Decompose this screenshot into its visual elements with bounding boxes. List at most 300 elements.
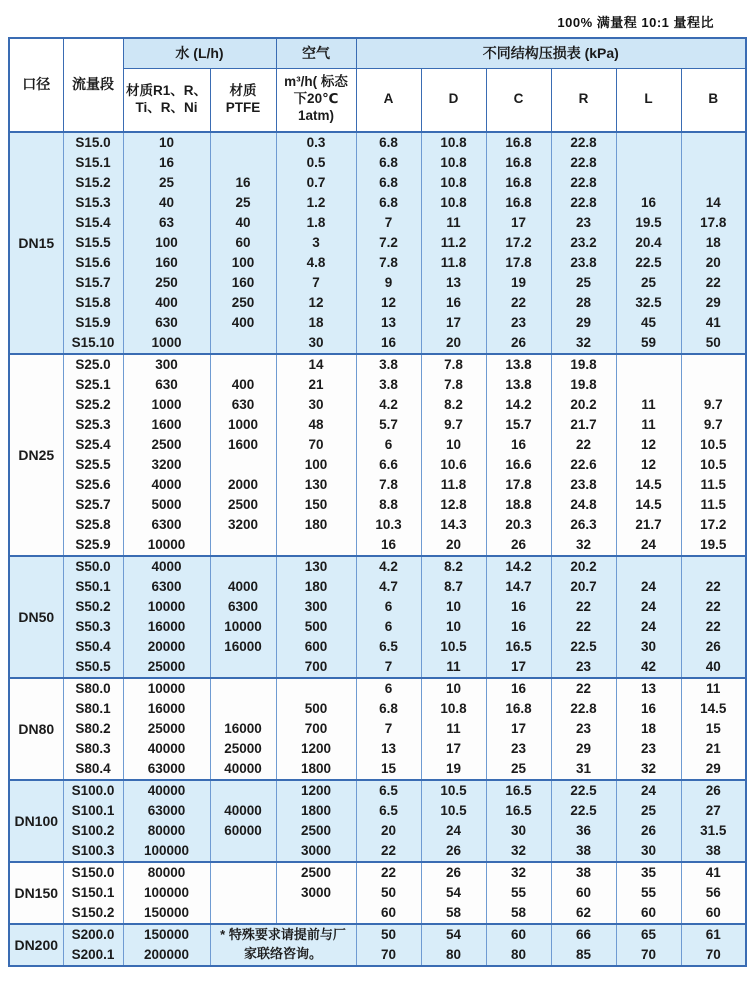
segment-cell: S15.1	[63, 153, 123, 173]
value-cell: 70	[681, 945, 746, 966]
header-pressure-b: B	[681, 68, 746, 132]
value-cell: 24	[616, 577, 681, 597]
value-cell: 10.5	[421, 780, 486, 801]
segment-cell: S15.4	[63, 213, 123, 233]
value-cell: 630	[123, 313, 210, 333]
segment-cell: S100.3	[63, 841, 123, 862]
header-air-unit: m³/h( 标态下20℃ 1atm)	[276, 68, 356, 132]
value-cell: 32.5	[616, 293, 681, 313]
value-cell: 12	[616, 435, 681, 455]
value-cell: 58	[421, 903, 486, 924]
value-cell: 1200	[276, 780, 356, 801]
value-cell: 11	[681, 678, 746, 699]
dn-cell: DN150	[9, 862, 63, 924]
value-cell: 24	[616, 535, 681, 556]
value-cell: 60	[486, 924, 551, 945]
header-flow-segment: 流量段	[63, 38, 123, 132]
segment-cell: S50.3	[63, 617, 123, 637]
value-cell: 22.5	[551, 780, 616, 801]
value-cell: 29	[681, 759, 746, 780]
value-cell: 180	[276, 515, 356, 535]
value-cell: 100	[210, 253, 276, 273]
value-cell: 80	[421, 945, 486, 966]
value-cell: 6.6	[356, 455, 421, 475]
value-cell: 9.7	[681, 415, 746, 435]
segment-cell: S80.3	[63, 739, 123, 759]
value-cell: 31.5	[681, 821, 746, 841]
value-cell: 30	[486, 821, 551, 841]
value-cell: 19.8	[551, 375, 616, 395]
table-row	[9, 637, 746, 657]
value-cell: 0.5	[276, 153, 356, 173]
value-cell: 30	[276, 395, 356, 415]
value-cell: 13	[421, 273, 486, 293]
value-cell	[210, 699, 276, 719]
value-cell: 40	[681, 657, 746, 678]
header-pressure-r: R	[551, 68, 616, 132]
value-cell: 38	[551, 841, 616, 862]
value-cell: 3	[276, 233, 356, 253]
segment-cell: S80.0	[63, 678, 123, 699]
value-cell: 11.8	[421, 475, 486, 495]
value-cell: 62	[551, 903, 616, 924]
value-cell: 1.8	[276, 213, 356, 233]
segment-cell: S150.1	[63, 883, 123, 903]
value-cell: 11.5	[681, 475, 746, 495]
value-cell: 18	[616, 719, 681, 739]
value-cell: 4000	[123, 475, 210, 495]
table-row	[9, 455, 746, 475]
value-cell: 16	[356, 333, 421, 354]
value-cell: 6.8	[356, 132, 421, 153]
value-cell: 16.8	[486, 153, 551, 173]
value-cell: 19.5	[616, 213, 681, 233]
value-cell: 0.7	[276, 173, 356, 193]
value-cell: 20.3	[486, 515, 551, 535]
value-cell: 21	[681, 739, 746, 759]
value-cell: 6.5	[356, 780, 421, 801]
value-cell: 10.8	[421, 173, 486, 193]
value-cell: 36	[551, 821, 616, 841]
value-cell: 19.8	[551, 354, 616, 375]
value-cell: 16	[421, 293, 486, 313]
value-cell: 9.7	[681, 395, 746, 415]
table-row	[9, 354, 746, 375]
value-cell: 45	[616, 313, 681, 333]
value-cell: 19	[421, 759, 486, 780]
value-cell	[210, 862, 276, 883]
value-cell: 22.5	[551, 637, 616, 657]
value-cell	[276, 535, 356, 556]
table-row	[9, 678, 746, 699]
value-cell: 25	[123, 173, 210, 193]
value-cell: 250	[123, 273, 210, 293]
value-cell: 26	[486, 333, 551, 354]
value-cell	[210, 455, 276, 475]
table-row	[9, 945, 746, 966]
value-cell: 12.8	[421, 495, 486, 515]
value-cell: 22.8	[551, 699, 616, 719]
value-cell: 30	[616, 841, 681, 862]
header-water-material-1: 材质R1、R、Ti、R、Ni	[123, 68, 210, 132]
value-cell: 22.6	[551, 455, 616, 475]
value-cell: 11	[421, 719, 486, 739]
value-cell	[681, 173, 746, 193]
value-cell: 23.8	[551, 253, 616, 273]
value-cell: 7	[356, 657, 421, 678]
value-cell: 11	[616, 415, 681, 435]
value-cell: 23	[551, 657, 616, 678]
value-cell: 10.5	[681, 455, 746, 475]
value-cell: 41	[681, 862, 746, 883]
value-cell: 22.8	[551, 153, 616, 173]
value-cell: 12	[276, 293, 356, 313]
value-cell: 17.8	[486, 253, 551, 273]
value-cell: 630	[123, 375, 210, 395]
value-cell: 5000	[123, 495, 210, 515]
value-cell: 6	[356, 597, 421, 617]
value-cell: 0.3	[276, 132, 356, 153]
value-cell: 1600	[123, 415, 210, 435]
segment-cell: S25.0	[63, 354, 123, 375]
value-cell	[210, 883, 276, 903]
value-cell: 23	[486, 739, 551, 759]
value-cell: 16000	[210, 637, 276, 657]
value-cell: 50	[356, 924, 421, 945]
dn-cell: DN50	[9, 556, 63, 678]
value-cell: 10.8	[421, 132, 486, 153]
segment-cell: S25.8	[63, 515, 123, 535]
value-cell: 16	[356, 535, 421, 556]
value-cell	[210, 535, 276, 556]
value-cell	[210, 841, 276, 862]
value-cell: 14.5	[681, 699, 746, 719]
value-cell	[616, 556, 681, 577]
value-cell: 20	[681, 253, 746, 273]
value-cell: 16	[210, 173, 276, 193]
value-cell: 22	[681, 273, 746, 293]
table-row	[9, 375, 746, 395]
table-row	[9, 333, 746, 354]
table-row	[9, 132, 746, 153]
value-cell: 80000	[123, 862, 210, 883]
table-row	[9, 699, 746, 719]
value-cell: 10.5	[421, 637, 486, 657]
value-cell: 21.7	[616, 515, 681, 535]
page-title: 100% 满量程 10:1 量程比	[557, 15, 714, 30]
value-cell: 26	[616, 821, 681, 841]
table-row	[9, 193, 746, 213]
value-cell: 38	[681, 841, 746, 862]
value-cell: 16000	[210, 719, 276, 739]
segment-cell: S50.0	[63, 556, 123, 577]
segment-cell: S200.0	[63, 924, 123, 945]
value-cell: 17.2	[681, 515, 746, 535]
value-cell: 14	[276, 354, 356, 375]
value-cell: 29	[551, 739, 616, 759]
value-cell: 4.2	[356, 556, 421, 577]
value-cell: 80	[486, 945, 551, 966]
value-cell: 19.5	[681, 535, 746, 556]
value-cell: 16	[616, 193, 681, 213]
value-cell	[210, 333, 276, 354]
value-cell: 16.8	[486, 699, 551, 719]
table-body	[9, 132, 746, 966]
header-water-group: 水 (L/h)	[123, 38, 276, 68]
value-cell: 6.5	[356, 801, 421, 821]
value-cell: 21	[276, 375, 356, 395]
value-cell: 2500	[123, 435, 210, 455]
value-cell	[210, 556, 276, 577]
segment-cell: S25.3	[63, 415, 123, 435]
value-cell: 7.2	[356, 233, 421, 253]
value-cell: 20	[356, 821, 421, 841]
value-cell: 54	[421, 924, 486, 945]
segment-cell: S50.4	[63, 637, 123, 657]
table-row	[9, 233, 746, 253]
segment-cell: S80.4	[63, 759, 123, 780]
table-row	[9, 415, 746, 435]
value-cell: 60000	[210, 821, 276, 841]
value-cell: 2500	[276, 862, 356, 883]
value-cell: 40000	[210, 801, 276, 821]
segment-cell: S15.2	[63, 173, 123, 193]
value-cell: 7	[356, 213, 421, 233]
value-cell: 50	[681, 333, 746, 354]
header-pressure-l: L	[616, 68, 681, 132]
value-cell: 23.2	[551, 233, 616, 253]
table-row	[9, 801, 746, 821]
dn-cell: DN200	[9, 924, 63, 966]
segment-cell: S15.0	[63, 132, 123, 153]
value-cell: 6.8	[356, 699, 421, 719]
value-cell: 20	[421, 535, 486, 556]
value-cell	[616, 375, 681, 395]
value-cell: 22.8	[551, 132, 616, 153]
table-row	[9, 657, 746, 678]
table-row	[9, 293, 746, 313]
value-cell: 70	[616, 945, 681, 966]
value-cell: 6.8	[356, 153, 421, 173]
value-cell: 25000	[123, 657, 210, 678]
value-cell: 100	[123, 233, 210, 253]
value-cell: 9	[356, 273, 421, 293]
value-cell: 10.6	[421, 455, 486, 475]
value-cell: 14.2	[486, 395, 551, 415]
value-cell: 22.5	[551, 801, 616, 821]
value-cell: 11	[421, 657, 486, 678]
table-row	[9, 597, 746, 617]
table-row	[9, 841, 746, 862]
value-cell: 65	[616, 924, 681, 945]
value-cell: 14.7	[486, 577, 551, 597]
value-cell: 32	[486, 841, 551, 862]
value-cell: 10.8	[421, 193, 486, 213]
value-cell: 3.8	[356, 354, 421, 375]
segment-cell: S15.5	[63, 233, 123, 253]
table-row	[9, 535, 746, 556]
header-water-material-2: 材质 PTFE	[210, 68, 276, 132]
value-cell: 40	[123, 193, 210, 213]
segment-cell: S25.6	[63, 475, 123, 495]
dn-cell: DN100	[9, 780, 63, 862]
value-cell: 6	[356, 617, 421, 637]
value-cell: 22	[356, 841, 421, 862]
value-cell: 3200	[210, 515, 276, 535]
value-cell: 10	[421, 617, 486, 637]
value-cell: 5.7	[356, 415, 421, 435]
value-cell: 24	[421, 821, 486, 841]
dn-cell: DN80	[9, 678, 63, 780]
value-cell: 6300	[210, 597, 276, 617]
value-cell: 32	[486, 862, 551, 883]
value-cell: 6300	[123, 577, 210, 597]
segment-cell: S25.9	[63, 535, 123, 556]
value-cell: 22	[551, 617, 616, 637]
table-row	[9, 759, 746, 780]
value-cell: 16	[486, 678, 551, 699]
header-pressure-group: 不同结构压损表 (kPa)	[356, 38, 746, 68]
value-cell	[616, 173, 681, 193]
value-cell: 20.7	[551, 577, 616, 597]
value-cell: 15.7	[486, 415, 551, 435]
value-cell: 63000	[123, 801, 210, 821]
value-cell: 24	[616, 617, 681, 637]
value-cell: 29	[551, 313, 616, 333]
value-cell: 25000	[210, 739, 276, 759]
value-cell: 24.8	[551, 495, 616, 515]
segment-cell: S25.7	[63, 495, 123, 515]
segment-cell: S80.1	[63, 699, 123, 719]
value-cell	[276, 678, 356, 699]
value-cell: 40000	[123, 739, 210, 759]
value-cell: 16.6	[486, 455, 551, 475]
value-cell: 85	[551, 945, 616, 966]
value-cell: 100000	[123, 883, 210, 903]
value-cell: 17.8	[486, 475, 551, 495]
segment-cell: S150.2	[63, 903, 123, 924]
value-cell: 11	[421, 213, 486, 233]
value-cell: 18.8	[486, 495, 551, 515]
value-cell: 16	[486, 597, 551, 617]
value-cell: 23	[486, 313, 551, 333]
value-cell: 40000	[210, 759, 276, 780]
segment-cell: S25.4	[63, 435, 123, 455]
value-cell: 56	[681, 883, 746, 903]
value-cell: 14.2	[486, 556, 551, 577]
value-cell	[681, 375, 746, 395]
value-cell: 2500	[276, 821, 356, 841]
segment-cell: S50.1	[63, 577, 123, 597]
value-cell: 13	[356, 739, 421, 759]
table-row	[9, 903, 746, 924]
value-cell: 2000	[210, 475, 276, 495]
value-cell: 55	[486, 883, 551, 903]
value-cell: 15	[681, 719, 746, 739]
table-row	[9, 556, 746, 577]
table-row	[9, 273, 746, 293]
value-cell: 4000	[210, 577, 276, 597]
segment-cell: S25.2	[63, 395, 123, 415]
value-cell: 16.5	[486, 801, 551, 821]
value-cell: 11	[616, 395, 681, 415]
header-pressure-d: D	[421, 68, 486, 132]
value-cell: 10.8	[421, 153, 486, 173]
value-cell: 1000	[123, 333, 210, 354]
value-cell: 13.8	[486, 354, 551, 375]
value-cell: 30	[276, 333, 356, 354]
value-cell: 9.7	[421, 415, 486, 435]
table-row	[9, 395, 746, 415]
value-cell	[616, 153, 681, 173]
value-cell: 28	[551, 293, 616, 313]
value-cell: 16.8	[486, 193, 551, 213]
value-cell	[276, 903, 356, 924]
value-cell: 32	[551, 333, 616, 354]
value-cell: 23.8	[551, 475, 616, 495]
value-cell: 24	[616, 780, 681, 801]
value-cell: 16.8	[486, 173, 551, 193]
value-cell: 70	[356, 945, 421, 966]
value-cell: 20.2	[551, 556, 616, 577]
value-cell: 150	[276, 495, 356, 515]
segment-cell: S80.2	[63, 719, 123, 739]
value-cell: 10000	[210, 617, 276, 637]
value-cell: 10	[123, 132, 210, 153]
value-cell: 15	[356, 759, 421, 780]
value-cell: 60	[356, 903, 421, 924]
value-cell: 10	[421, 435, 486, 455]
value-cell: 4.7	[356, 577, 421, 597]
header-air-group: 空气	[276, 38, 356, 68]
value-cell: 14.3	[421, 515, 486, 535]
value-cell: 25000	[123, 719, 210, 739]
value-cell: 3200	[123, 455, 210, 475]
value-cell: 6300	[123, 515, 210, 535]
dn-cell: DN15	[9, 132, 63, 354]
table-row	[9, 213, 746, 233]
value-cell: 8.2	[421, 556, 486, 577]
value-cell: 63000	[123, 759, 210, 780]
value-cell	[210, 153, 276, 173]
value-cell: 25	[616, 801, 681, 821]
value-cell: 32	[551, 535, 616, 556]
value-cell: 10.3	[356, 515, 421, 535]
value-cell: 23	[551, 719, 616, 739]
spec-table	[8, 37, 747, 967]
table-row	[9, 313, 746, 333]
segment-cell: S25.5	[63, 455, 123, 475]
value-cell	[681, 132, 746, 153]
value-cell: 13	[356, 313, 421, 333]
value-cell	[210, 903, 276, 924]
value-cell: 700	[276, 657, 356, 678]
note-cell: * 特殊要求请提前与厂家联络咨询。	[210, 924, 356, 966]
segment-cell: S15.7	[63, 273, 123, 293]
value-cell: 16000	[123, 617, 210, 637]
value-cell: 13.8	[486, 375, 551, 395]
value-cell: 13	[616, 678, 681, 699]
segment-cell: S200.1	[63, 945, 123, 966]
value-cell: 400	[210, 375, 276, 395]
value-cell: 400	[123, 293, 210, 313]
value-cell: 8.8	[356, 495, 421, 515]
value-cell: 26	[681, 780, 746, 801]
value-cell: 3.8	[356, 375, 421, 395]
value-cell: 10	[421, 678, 486, 699]
value-cell: 17	[421, 739, 486, 759]
segment-cell: S150.0	[63, 862, 123, 883]
